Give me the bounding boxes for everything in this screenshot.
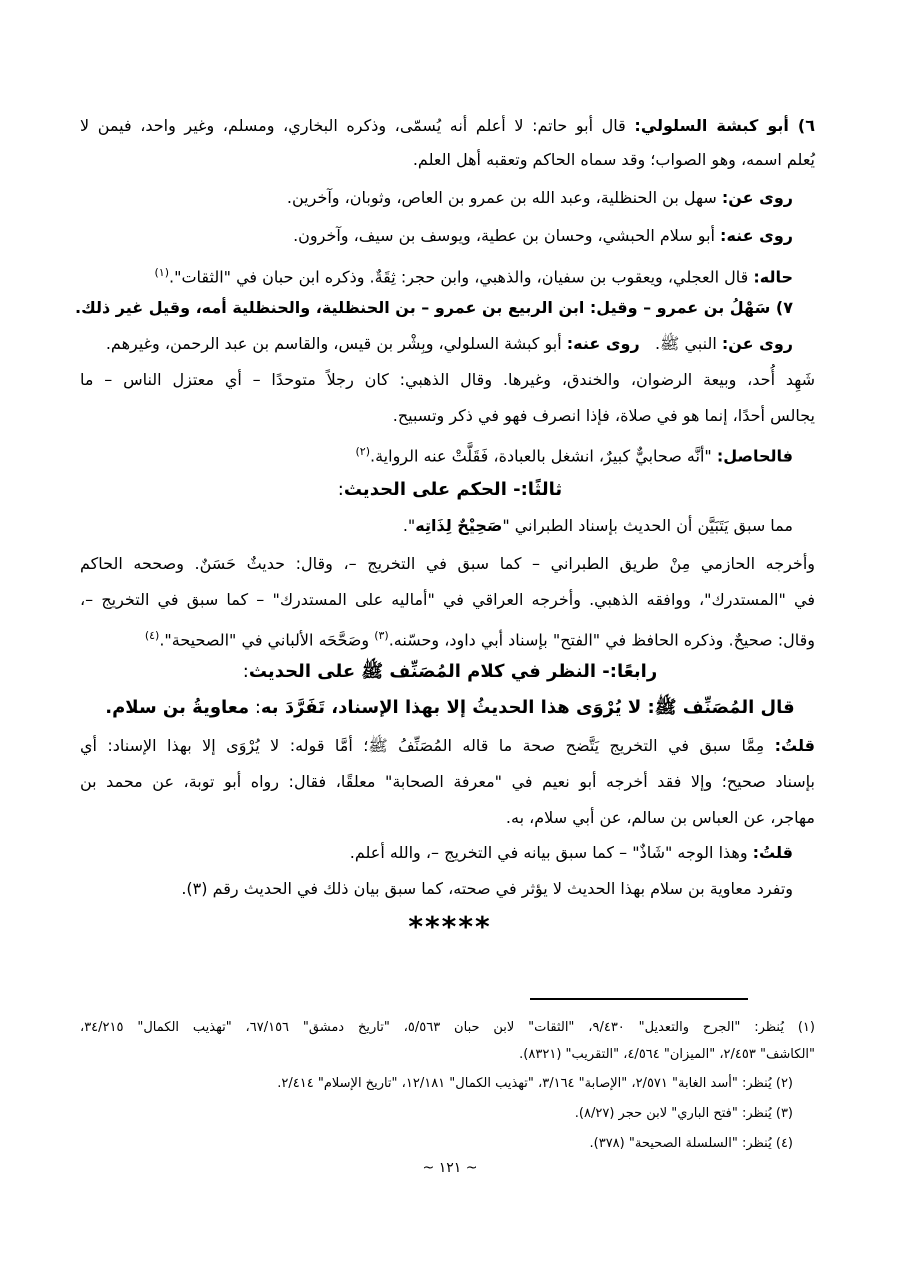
narrated-by-text-2: أبو كبشة السلولي، وبِشْر بن قيس، والقاسم بن عبد الرحمن، وغيرهم. [105,334,567,353]
closing-line: وتفرد معاوية بن سلام بهذا الحديث لا يؤثر في صحته، كما سبق بيان ذلك في الحديث رقم (٣). [181,879,793,898]
comment-2-text: وهذا الوجه "شَاذٌ" – كما سبق بيانه في التخريج –، والله أعلم. [349,843,753,862]
author-quote-text: قال المُصَنِّف ﷺ: لا يُرْوَى هذا الحديثُ إلا بهذا الإسناد، تَفَرَّدَ به [260,697,795,718]
narrated-from-label-2: روى عن: [721,334,793,353]
narrator-6-line-2: يُعلم اسمه، وهو الصواب؛ وقد سماه الحاكم وتعقبه أهل العلم. [412,150,815,169]
conclusion-label: فالحاصل: [716,446,793,466]
narrator-6-name: ٦) أبو كبشة السلولي: [634,116,816,135]
section-3-heading [0,472,900,508]
status-label: حاله: [753,267,793,287]
ruling-verdict: صَحِيْحٌ لِذَاتِه [415,516,503,535]
narrated-by-label: روى عنه: [720,226,793,245]
ruling-line [403,508,793,544]
footnote-1-line-1: (١) يُنظر: "الجرح والتعديل" ٩/٤٣٠، "الثقات" لابن حبان ٥/٥٦٣، "تاريخ دمشق" ٦٧/١٥٦، "تهذيب الكمال" ٣٤/٢١٥، [80,1020,815,1035]
comment-line-1 [80,728,815,764]
narrated-from-text-2: النبي ﷺ. [654,334,722,353]
section-separator-stars: ***** [408,910,492,943]
comment-label: قلتُ: [774,736,815,755]
author-quote [0,690,900,726]
narrator-6-text: قال أبو حاتم: لا أعلم أنه يُسمّى، وذكره البخاري، ومسلم، وغير واحد، فيمن لا [80,116,635,135]
status-text: قال العجلي، ويعقوب بن سفيان، والذهبي، وابن حجر: ثِقَةٌ. وذكره ابن حبان في "الثقات". [169,267,754,287]
ruling-tail: ". [402,516,416,535]
comment-2-label: قلتُ: [752,843,793,862]
conclusion-text: "أنَّه صحابيٌّ كبيرٌ، انشغل بالعبادة، فَقَلَّتْ عنه الرواية. [370,446,717,466]
ruling-detail-line-2: في "المستدرك"، ووافقه الذهبي. وأخرجه العراقي في "أماليه على المستدرك" – كما سبق في التخريج –، [80,590,815,609]
narrator-7-relations-line [106,326,793,362]
footnote-ref-1: (١) [154,266,170,279]
ruling-text: مما سبق يَتَبَيَّن أن الحديث بإسناد الطبراني " [502,516,793,535]
section-3-title: ثالثًا:- الحكم على الحديث [343,479,563,500]
ruling-detail-line-3 [145,618,815,658]
author-quote-colon: : [249,697,261,718]
comment-line-2: بإسناد صحيح؛ وإلا فقد أخرجه أبو نعيم في "معرفة الصحابة" معلقًا، فقال: رواه أبو توبة، عن محمد بن [80,772,815,791]
page-number: ~ ١٢١ ~ [422,1160,478,1176]
footnote-divider [530,998,748,1000]
narrator-7-bio-line-1: شَهِد أُحد، وبيعة الرضوان، والخندق، وغيرها. وقال الذهبي: كان رجلاً متوحدًا – أي معتزل الناس – ما [80,370,815,389]
narrated-by-text: أبو سلام الحبشي، وحسان بن عطية، ويوسف بن سيف، وآخرون. [293,226,721,245]
footnote-ref-2: (٢) [355,445,371,458]
footnote-ref-3: (٣) [374,629,389,642]
narrated-from-label: روى عن: [721,188,793,207]
comment-text-1: مِمَّا سبق في التخريج يَتَّضح صحة ما قاله المُصَنِّفُ ﷺ؛ أمَّا قوله: لا يُرْوَى إلا بهذا الإسناد: أي [80,736,775,755]
author-quote-tail: . [105,697,113,718]
footnote-1-line-2: "الكاشف" ٢/٤٥٣، "الميزان" ٤/٥٦٤، "التقريب" (٨٣٢١). [519,1047,815,1062]
section-3-colon: : [337,479,344,500]
ruling-detail-text-b: وصَحَّحَه الألباني في "الصحيحة". [159,630,375,650]
section-4-title: رابعًا:- النظر في كلام المُصَنِّف ﷺ على الحديث [248,661,658,682]
section-4-colon: : [242,661,249,682]
conclusion-line [356,434,794,474]
section-4-heading [0,654,900,690]
narrated-from-line [287,180,793,216]
narrator-7-heading: ٧) سَهْلُ بن عمرو – وقيل: ابن الربيع بن عمرو – بن الحنظلية، والحنظلية أمه، وقيل غير ذلك. [75,298,793,317]
footnote-4: (٤) يُنظر: "السلسلة الصحيحة" (٣٧٨). [589,1136,793,1151]
footnote-2: (٢) يُنظر: "أسد الغابة" ٢/٥٧١، "الإصابة" ٣/١٦٤، "تهذيب الكمال" ١٢/١٨١، "تاريخ الإسلام" ٢/٤١٤. [277,1076,793,1091]
narrated-by-label-2: روى عنه: [566,334,640,353]
ruling-detail-text-a: وقال: صحيحٌ. وذكره الحافظ في "الفتح" بإسناد أبي داود، وحسّنه. [388,630,815,650]
ruling-detail-line-1: وأخرجه الحازمي مِنْ طريق الطبراني – كما سبق في التخريج –، وقال: حديثٌ حَسَنٌ. وصححه الحاكم [80,554,815,573]
author-quote-narrator: معاويةُ بن سلام [112,697,250,718]
comment-2-line [350,835,793,871]
narrator-6-line-1 [80,108,815,144]
narrated-by-line [293,218,793,254]
comment-line-3: مهاجر، عن العباس بن سالم، عن أبي سلام، به. [505,808,815,827]
footnote-3: (٣) يُنظر: "فتح الباري" لابن حجر (٨/٢٧). [574,1106,793,1121]
narrator-7-bio-line-2: يجالس أحدًا، إنما هو في صلاة، فإذا انصرف فهو في ذكر وتسبيح. [392,406,815,425]
narrated-from-text: سهل بن الحنظلية، وعبد الله بن عمرو بن العاص، وثوبان، وآخرين. [286,188,722,207]
footnote-ref-4: (٤) [144,629,160,642]
